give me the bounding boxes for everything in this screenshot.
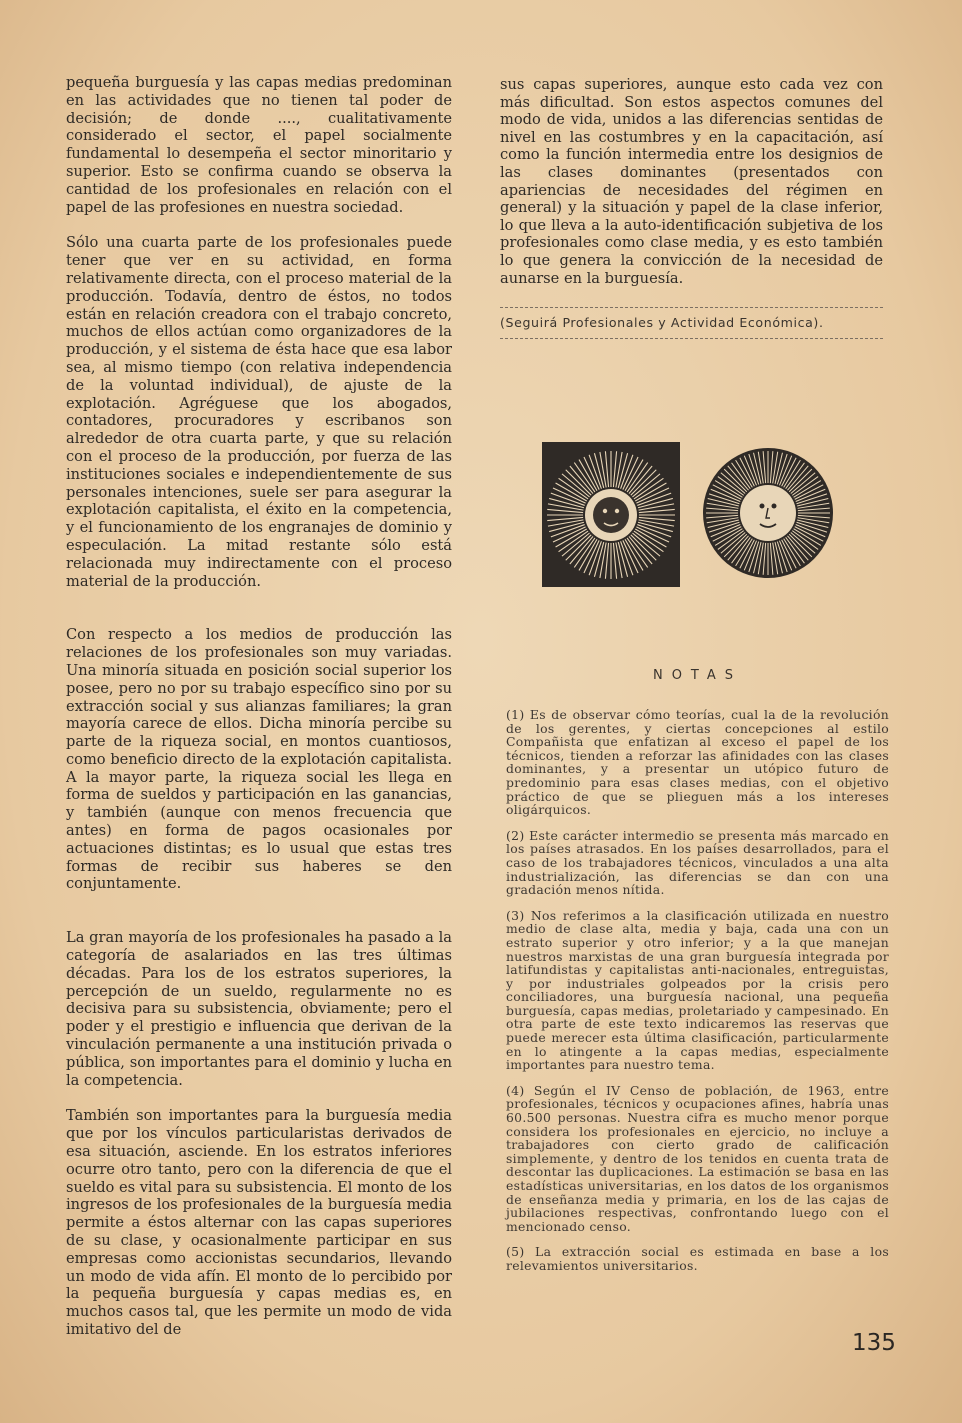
note-5: (5) La extracción social es estimada en base a los relevamientos universitarios.: [506, 1244, 889, 1273]
left-column: [66, 74, 452, 1357]
notes-heading: NOTAS: [652, 668, 743, 683]
continued-note: [500, 314, 883, 332]
continued-title: Profesionales y Actividad Económica).: [562, 315, 824, 331]
notes-list: [506, 708, 889, 1285]
left-paragraph-3: Con respecto a los medios de producción las relaciones de los profesionales son muy variadas. Una minoría situada en posición social superior los posee, pero no por su trabajo específico sino por su extracción social y sus alianzas familiares; la gran mayoría carece de ellos. Dicha minoría percibe su parte de la riqueza social, en montos cuantiosos, como beneficio directo de la explotación capitalista. A la mayor parte, la riqueza social les llega en forma de sueldos y participación en las ganancias, y también (aunque con menos frecuencia que antes) en forma de pagos ocasionales por actuaciones distintas; es lo usual que estas tres formas de recibir sus haberes se den conjuntamente.: [66, 626, 452, 893]
left-paragraph-2: Sólo una cuarta parte de los profesionales puede tener que ver en su actividad, en forma relativamente directa, con el proceso material de la producción. Todavía, dentro de éstos, no todos están en relación creadora con el trabajo concreto, muchos de ellos actúan como organizadores de la producción, y el sistema de ésta hace que esa labor sea, al mismo tiempo (con relativa independencia de la voluntad individual), de ajuste de la explotación. Agréguese que los abogados, contadores, procuradores y escribanos son alrededor de otra cuarta parte, y que su relación con el proceso de la producción, por fuerza de las instituciones sociales e independientemente de sus personales intenciones, suele ser para asegurar la explotación capitalista, el éxito en la competencia, y el funcionamiento de los engranajes de dominio y especulación. La mitad restante sólo está relacionada muy indirectamente con el proceso material de la producción.: [66, 234, 452, 590]
divider-top: [500, 307, 883, 308]
round-sun-icon: [703, 448, 833, 578]
left-paragraph-5: También son importantes para la burguesía media que por los vínculos particularistas derivados de esa situación, asciende. En los estratos inferiores ocurre otro tanto, pero con la diferencia de que el sueldo es vital para su subsistencia. El monto de los ingresos de los profesionales de la burguesía media permite a éstos alternar con las capas superiores de su clase, y ocasionalmente participar en sus empresas como accionistas secundarios, llevando un modo de vida afín. El monto de lo percibido por la pequeña burguesía y capas medias es, en muchos casos tal, que les permite un modo de vida imitativo del de: [66, 1107, 452, 1338]
left-paragraph-1: pequeña burguesía y las capas medias predominan en las actividades que no tienen tal poder de decisión; de donde ...., cualitativamente considerado el sector, el papel socialmente fundamental lo desempeña el sector minoritario y superior. Esto se confirma cuando se observa la cantidad de los profesionales en relación con el papel de las profesiones en nuestra sociedad.: [66, 74, 452, 216]
note-1: (1) Es de observar cómo teorías, cual la de la revolución de los gerentes, y ciertas concepciones al estilo Compañista que enfatizan al exceso el papel de los técnicos, tienden a reforzar las afinidades con las clases dominantes, y a presentar un utópico futuro de predominio para esas clases medias, con el objetivo práctico de que se plieguen más a los intereses oligárquicos.: [506, 707, 889, 818]
divider-bottom: [500, 338, 883, 339]
left-paragraph-4: La gran mayoría de los profesionales ha pasado a la categoría de asalariados en las tres últimas décadas. Para los de los estratos superiores, la percepción de un sueldo, regularmente no es decisiva para su subsistencia, obviamente; pero el poder y el prestigio e influencia que derivan de la vinculación permanente a una institución privada o pública, son importantes para el dominio y lucha en la competencia.: [66, 929, 452, 1089]
note-4: (4) Según el IV Censo de población, de 1963, entre profesionales, técnicos y ocupaciones afines, habría unas 60.500 personas. Nuestra cifra es mucho menor porque considera los profesionales en ejercicio, no incluye a trabajadores con cierto grado de calificación simplemente, y dentro de los tenidos en cuenta trata de descontar las duplicaciones. La estimación se basa en las estadísticas universitarias, en los datos de los organismos de enseñanza media y primaria, en los de las cajas de jubilaciones respectivas, confrontando luego con el mencionado censo.: [506, 1082, 889, 1234]
sun-illustration: [540, 440, 840, 590]
right-paragraph-1: sus capas superiores, aunque esto cada vez con más dificultad. Son estos aspectos comunes del modo de vida, unidos a las diferencias sentidas de nivel en las costumbres y en la capacitación, así como la función intermedia entre los designios de las clases dominantes (presentados con apariencias de necesidades del régimen en general) y la situación y papel de la clase inferior, lo que lleva a la auto-identificación subjetiva de los profesionales como clase media, y es esto también lo que genera la convicción de la necesidad de aunarse en la burguesía.: [500, 76, 883, 287]
note-2: (2) Este carácter intermedio se presenta más marcado en los países atrasados. En los países desarrollados, para el caso de los trabajadores técnicos, vinculados a una alta industrialización, las diferencias se dan con una gradación menos nítida.: [506, 827, 889, 898]
right-column: [500, 76, 883, 339]
continued-prefix: (Seguirá: [500, 315, 563, 331]
note-3: (3) Nos referimos a la clasificación utilizada en nuestro medio de clase alta, media y baja, cada una con un estrato superior y otro inferior; y a la que manejan nuestros marxistas de una gran burguesía integrada por latifundistas y capitalistas anti-nacionales, entreguistas, y por industriales golpeados por la crisis pero conciliadores, una burguesía nacional, una pequeña burguesía, capas medias, proletariado y campesinado. En otra parte de este texto indicaremos las reservas que puede merecer esta última clasificación, particularmente en lo atingente a la capas medias, especialmente importantes para nuestro tema.: [506, 907, 889, 1073]
page-number: 135: [852, 1330, 896, 1356]
square-sun-icon: [542, 442, 680, 587]
